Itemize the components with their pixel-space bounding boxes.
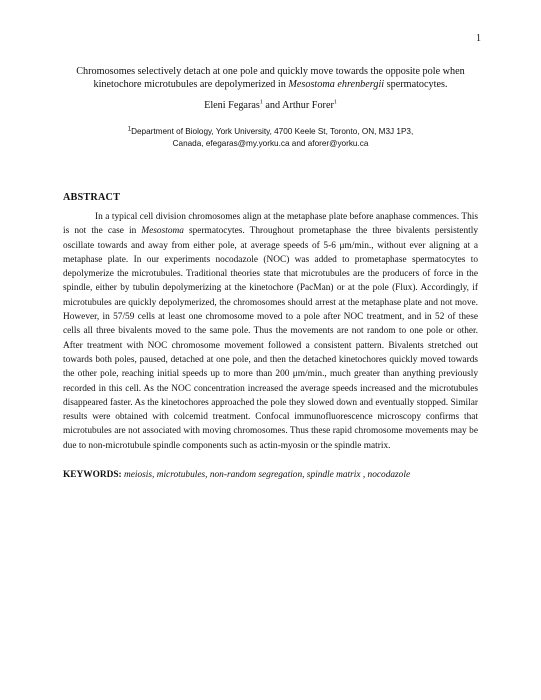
abstract-species-name: Mesostoma xyxy=(141,226,184,237)
abstract-heading: ABSTRACT xyxy=(63,192,121,203)
title-line-2-post: spermatocytes. xyxy=(384,78,448,90)
affiliation-marker: 1 xyxy=(127,126,132,133)
paper-title xyxy=(60,66,481,91)
abstract-text-segment: spermatocytes. Throughout prometaphase the three bivalents persistently oscillate towards and away from either pole, at average speeds of 5-6 μm/min., without ever aligning at a metaphase plate. In our experiments nocodazole (NOC) was added to prometaphase spermatocytes to depolymerize the microtubules. Traditional theories state that microtubules are the producers of force in the spindle, either by tubulin depolymerizing at the kinetochore (PacMan) or at the pole (Flux). Accordingly, if microtubules are quickly depolymerized, the chromosomes should arrest at the metaphase plate and not move. However, in 57/59 cells at least one chromosome moved to a pole after NOC treatment, and in 52 of these cells all three bivalents moved to the same pole. Thus the movements are not random to one pole or other. After treatment with NOC chromosome movement followed a consistent pattern. Bivalents stretched out towards both poles, paused, detached at one pole, and then the detached kinetochores quickly moved towards the other pole, reaching initial speeds up to more than 200 μm/min., much greater than anything previously recorded in this cell. As the NOC concentration increased the average speeds increased and the microtubules disappeared faster. As the kinetochores approached the pole they slowed down and eventually stopped. Similar results were obtained with colcemid treatment. Confocal immunofluorescence microscopy confirms that microtubules are not associated with moving chromosomes. Thus these rapid chromosome movements may be due to non-microtubule spindle components such as actin-myosin or the spindle matrix. xyxy=(63,226,478,451)
keywords-list: meiosis, microtubules, non-random segregation, spindle matrix , nocodazole xyxy=(121,470,411,480)
author-list xyxy=(60,100,481,112)
affiliation-line-2: Canada, efegaras@my.yorku.ca and aforer@yorku.ca xyxy=(172,139,369,148)
author-name: Arthur Forer xyxy=(282,100,334,111)
keywords xyxy=(63,469,478,481)
title-line-2-pre: kinetochore microtubules are depolymerized in xyxy=(93,78,289,90)
affiliation xyxy=(60,126,481,150)
author-name: Eleni Fegaras xyxy=(204,100,260,111)
abstract-body xyxy=(63,210,478,453)
author-affiliation-marker: 1 xyxy=(333,99,337,106)
author-affiliation-marker: 1 xyxy=(259,99,263,106)
title-line-1: Chromosomes selectively detach at one pole and quickly move towards the opposite pole when xyxy=(76,66,465,77)
affiliation-line-1: Department of Biology, York University, 4700 Keele St, Toronto, ON, M3J 1P3, xyxy=(131,127,414,136)
page-number: 1 xyxy=(476,33,481,44)
keywords-label: KEYWORDS: xyxy=(63,470,122,480)
title-species-name: Mesostoma ehrenbergii xyxy=(288,78,385,90)
abstract-text-segment: In a typical cell division chromosomes align at the metaphase plate before anaphase commences. This is not the case in xyxy=(63,212,478,237)
author-conjunction: and xyxy=(262,100,283,111)
